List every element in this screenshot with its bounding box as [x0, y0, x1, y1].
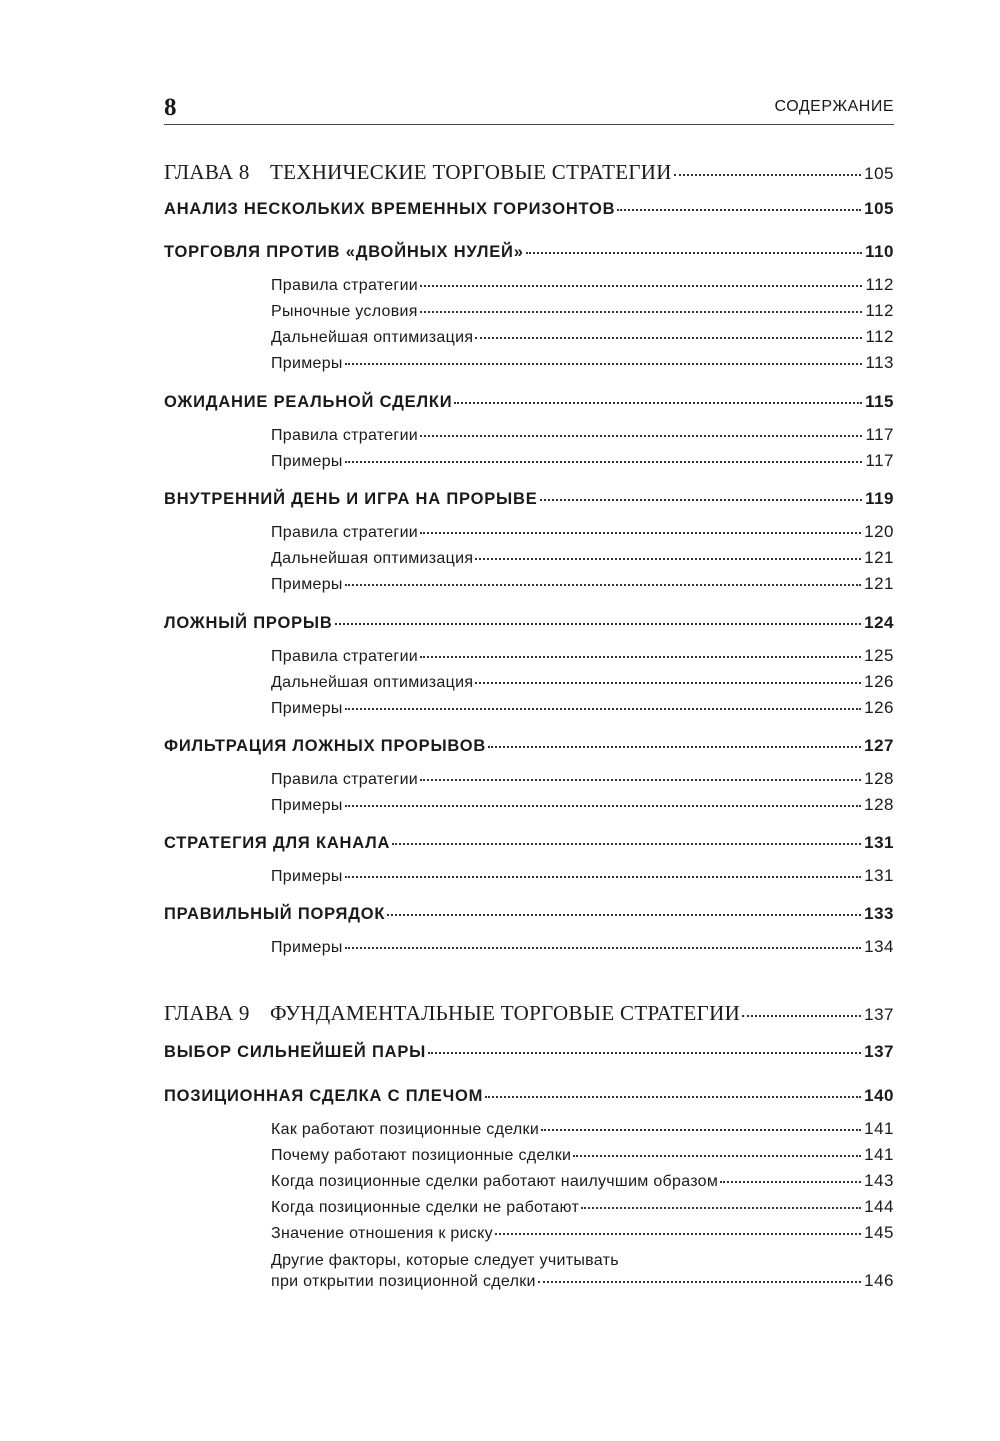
toc-section[interactable]	[164, 1086, 894, 1106]
toc-subsection[interactable]	[271, 795, 894, 815]
dot-leader	[420, 778, 861, 781]
dot-leader	[488, 745, 861, 748]
dot-leader	[617, 208, 861, 211]
dot-leader	[495, 1232, 861, 1235]
running-head: СОДЕРЖАНИЕ	[774, 98, 894, 115]
section-title: ОЖИДАНИЕ РЕАЛЬНОЙ СДЕЛКИ	[164, 393, 453, 411]
toc-subsection[interactable]	[271, 425, 894, 445]
toc-section[interactable]	[164, 489, 894, 509]
dot-leader	[345, 707, 861, 710]
toc-subsection[interactable]	[271, 1223, 894, 1243]
dot-leader	[485, 1095, 861, 1098]
page-ref: 141	[864, 1119, 894, 1138]
chapter-title: ФУНДАМЕНТАЛЬНЫЕ ТОРГОВЫЕ СТРАТЕГИИ	[270, 1001, 741, 1025]
section-title: ПРАВИЛЬНЫЙ ПОРЯДОК	[164, 905, 386, 923]
toc-subsection[interactable]	[271, 327, 894, 347]
dot-leader	[345, 583, 861, 586]
dot-leader	[742, 1014, 861, 1017]
subsection-title: Рыночные условия	[271, 303, 418, 320]
subsection-title-line1: Другие факторы, которые следует учитывать	[271, 1252, 619, 1269]
page-ref: 124	[864, 613, 894, 632]
page-ref: 105	[864, 199, 894, 218]
page-ref: 105	[864, 164, 894, 183]
subsection-title: Почему работают позиционные сделки	[271, 1147, 572, 1164]
page-ref: 120	[864, 522, 894, 541]
chapter-number: ГЛАВА 9	[164, 1001, 250, 1025]
subsection-title: Правила стратегии	[271, 648, 419, 665]
toc-subsection[interactable]	[271, 866, 894, 886]
dot-leader	[420, 434, 862, 437]
section-title: ВНУТРЕННИЙ ДЕНЬ И ИГРА НА ПРОРЫВЕ	[164, 490, 538, 508]
toc-section[interactable]	[164, 833, 894, 853]
section-title: СТРАТЕГИЯ ДЛЯ КАНАЛА	[164, 834, 391, 852]
page-ref: 113	[865, 353, 894, 372]
dot-leader	[420, 655, 861, 658]
page-ref: 143	[864, 1171, 894, 1190]
page-ref: 133	[864, 904, 894, 923]
dot-leader	[475, 336, 862, 339]
section-title: ЛОЖНЫЙ ПРОРЫВ	[164, 614, 333, 632]
subsection-title: Правила стратегии	[271, 524, 419, 541]
dot-leader	[538, 1280, 861, 1283]
section-title: ФИЛЬТРАЦИЯ ЛОЖНЫХ ПРОРЫВОВ	[164, 737, 487, 755]
toc-subsection[interactable]	[271, 646, 894, 666]
page-ref: 121	[864, 574, 894, 593]
page-ref: 115	[865, 392, 894, 411]
page-ref: 127	[864, 736, 894, 755]
page-ref: 144	[864, 1197, 894, 1216]
subsection-title: Значение отношения к риску	[271, 1225, 493, 1242]
subsection-title: Правила стратегии	[271, 277, 419, 294]
section-title: ТОРГОВЛЯ ПРОТИВ «ДВОЙНЫХ НУЛЕЙ»	[164, 243, 524, 261]
subsection-title: Когда позиционные сделки не работают	[271, 1199, 580, 1216]
dot-leader	[454, 401, 862, 404]
page-ref: 117	[865, 425, 894, 444]
page-ref: 112	[865, 327, 894, 346]
dot-leader	[540, 498, 863, 501]
toc-subsection[interactable]	[271, 301, 894, 321]
page-ref: 137	[864, 1042, 894, 1061]
toc-subsection[interactable]	[271, 574, 894, 594]
toc-subsection[interactable]	[271, 451, 894, 471]
page-ref: 125	[864, 646, 894, 665]
toc-section[interactable]	[164, 613, 894, 633]
chapter-title: ТЕХНИЧЕСКИЕ ТОРГОВЫЕ СТРАТЕГИИ	[270, 160, 672, 184]
subsection-title: Примеры	[271, 453, 343, 470]
page-ref: 110	[865, 242, 894, 261]
subsection-title: Примеры	[271, 355, 343, 372]
subsection-title: Дальнейшая оптимизация	[271, 674, 474, 691]
chapter-number: ГЛАВА 8	[164, 160, 250, 184]
page-ref: 128	[864, 795, 894, 814]
toc-section[interactable]	[164, 1042, 894, 1062]
toc-subsection[interactable]	[271, 522, 894, 542]
toc-subsection[interactable]	[271, 698, 894, 718]
dot-leader	[526, 251, 862, 254]
page-ref: 126	[864, 672, 894, 691]
subsection-title: Примеры	[271, 700, 343, 717]
dot-leader	[475, 557, 861, 560]
toc-subsection[interactable]	[271, 275, 894, 295]
dot-leader	[573, 1154, 861, 1157]
page-ref: 134	[864, 937, 894, 956]
toc-subsection[interactable]	[271, 1171, 894, 1191]
section-title: ВЫБОР СИЛЬНЕЙШЕЙ ПАРЫ	[164, 1043, 427, 1061]
page-ref: 126	[864, 698, 894, 717]
section-title: АНАЛИЗ НЕСКОЛЬКИХ ВРЕМЕННЫХ ГОРИЗОНТОВ	[164, 200, 616, 218]
dot-leader	[345, 946, 861, 949]
dot-leader	[541, 1128, 861, 1131]
page-ref: 128	[864, 769, 894, 788]
dot-leader	[345, 362, 863, 365]
dot-leader	[674, 173, 861, 176]
dot-leader	[345, 460, 863, 463]
subsection-title: Дальнейшая оптимизация	[271, 550, 474, 567]
dot-leader	[428, 1051, 861, 1054]
dot-leader	[475, 681, 861, 684]
dot-leader	[581, 1206, 861, 1209]
toc-subsection[interactable]	[271, 353, 894, 373]
page-ref: 131	[864, 866, 894, 885]
toc-subsection[interactable]	[271, 769, 894, 789]
toc-chapter-8[interactable]	[164, 160, 894, 185]
toc-section[interactable]	[164, 904, 894, 924]
dot-leader	[720, 1180, 861, 1183]
subsection-title: Примеры	[271, 797, 343, 814]
subsection-title: Дальнейшая оптимизация	[271, 329, 474, 346]
toc-subsection[interactable]	[271, 937, 894, 957]
dot-leader	[387, 913, 861, 916]
toc-section[interactable]	[164, 199, 894, 219]
page-ref: 119	[865, 489, 894, 508]
dot-leader	[335, 622, 862, 625]
dot-leader	[392, 842, 861, 845]
toc-subsection[interactable]	[271, 1145, 894, 1165]
toc-subsection-multiline[interactable]	[271, 1251, 894, 1291]
toc-subsection[interactable]	[271, 1197, 894, 1217]
toc-subsection[interactable]	[271, 548, 894, 568]
page-ref: 145	[864, 1223, 894, 1242]
section-title: ПОЗИЦИОННАЯ СДЕЛКА С ПЛЕЧОМ	[164, 1087, 484, 1105]
subsection-title: Когда позиционные сделки работают наилучшим образом	[271, 1173, 719, 1190]
subsection-title: Правила стратегии	[271, 427, 419, 444]
page-ref: 117	[865, 451, 894, 470]
toc-section[interactable]	[164, 736, 894, 756]
subsection-title-line2: при открытии позиционной сделки	[271, 1273, 536, 1290]
subsection-title: Примеры	[271, 868, 343, 885]
dot-leader	[420, 284, 862, 287]
subsection-title: Примеры	[271, 576, 343, 593]
dot-leader	[345, 875, 861, 878]
page-ref: 146	[864, 1271, 894, 1290]
toc-section[interactable]	[164, 392, 894, 412]
toc-chapter-9[interactable]	[164, 1001, 894, 1026]
page-number: 8	[164, 94, 177, 121]
toc-section[interactable]	[164, 242, 894, 262]
dot-leader	[420, 531, 861, 534]
page-ref: 131	[864, 833, 894, 852]
page-ref: 121	[864, 548, 894, 567]
dot-leader	[345, 804, 861, 807]
subsection-title: Как работают позиционные сделки	[271, 1121, 540, 1138]
page-ref: 137	[864, 1005, 894, 1024]
page-ref: 112	[865, 275, 894, 294]
page-ref: 141	[864, 1145, 894, 1164]
subsection-title: Примеры	[271, 939, 343, 956]
subsection-title: Правила стратегии	[271, 771, 419, 788]
toc-subsection[interactable]	[271, 672, 894, 692]
page-ref: 112	[865, 301, 894, 320]
page-ref: 140	[864, 1086, 894, 1105]
dot-leader	[420, 310, 863, 313]
toc-subsection[interactable]	[271, 1119, 894, 1139]
subsection-line2-row	[271, 1271, 894, 1291]
header-rule	[164, 124, 894, 125]
